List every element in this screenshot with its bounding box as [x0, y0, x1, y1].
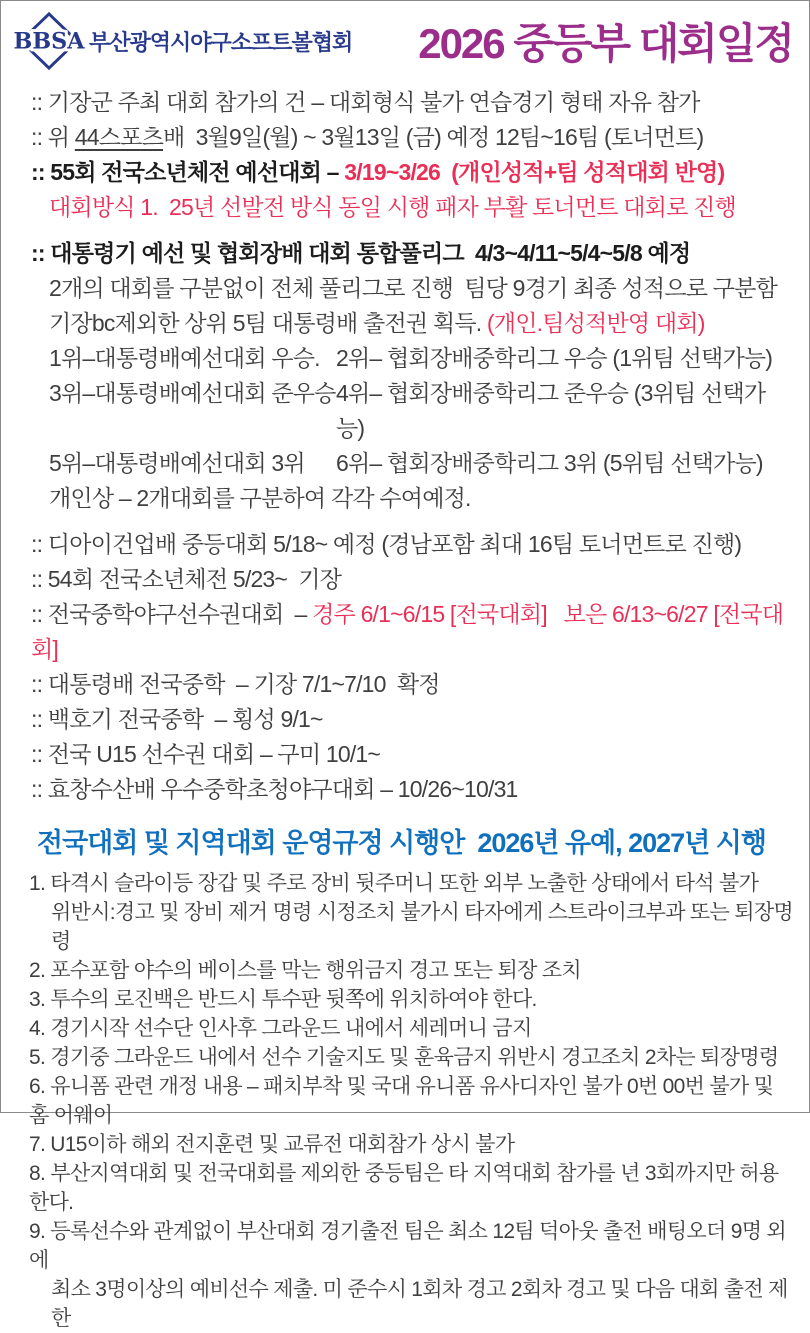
rank-row	[31, 341, 791, 376]
rank-right: 6위– 협회장배중학리그 3위 (5위팀 선택가능)	[336, 450, 763, 476]
rule-text: 8. 부산지역대회 및 전국대회를 제외한 중등팀은 타 지역대회 참가를 년 3회까지만 허용한다.	[29, 1162, 779, 1214]
rule-text: 5. 경기중 그라운드 내에서 선수 기술지도 및 훈육금지 위반시 경고조치 2차는 퇴장명령	[29, 1046, 779, 1069]
rule-item-continuation	[29, 898, 793, 956]
item-text: :: 효창수산배 우수중학초청야구대회 – 10/26~10/31	[31, 776, 518, 802]
org-name: 부산광역시야구소프트볼협회	[89, 29, 353, 55]
schedule-item	[31, 527, 791, 562]
schedule-item	[31, 702, 791, 737]
rule-text: 위반시:경고 및 장비 제거 명령 시정조치 불가시 타자에게 스트라이크부과 또는 퇴장명령	[51, 901, 793, 953]
item-text-underlined: 44스포츠	[74, 124, 164, 150]
rule-item	[29, 869, 793, 898]
regulations-section	[1, 821, 809, 1333]
item-text: :: 54회 전국소년체전 5/23~ 기장	[31, 566, 342, 592]
rule-item	[29, 1014, 793, 1043]
rank-left: 3위–대통령배예선대회 준우승	[49, 380, 336, 406]
item-text-bold: :: 대통령기 예선 및 협회장배 대회 통합풀리그 4/3~4/11~5/4~5/8 예정	[31, 240, 691, 266]
bbsa-logo	[13, 11, 85, 71]
rule-text: 최소 3명이상의 예비선수 제출. 미 준수시 1회차 경고 2회차 경고 및 다음 대회 출전 제한	[51, 1278, 788, 1330]
schedule-item	[31, 120, 791, 155]
page-title: 2026 중등부 대회일정	[418, 20, 793, 67]
rank-left: 1위–대통령배예선대회 우승.	[49, 345, 320, 371]
rule-item	[29, 985, 793, 1014]
logo-text: BBSA	[13, 28, 85, 55]
schedule-subitem	[31, 190, 791, 225]
header	[1, 1, 809, 75]
item-text: :: 백호기 전국중학 – 횡성 9/1~	[31, 706, 323, 732]
item-text: :: 디아이건업배 중등대회 5/18~ 예정 (경남포함 최대 16팀 토너먼트로 진행)	[31, 531, 742, 557]
rank-left: 5위–대통령배예선대회 3위	[49, 450, 305, 476]
schedule-item	[31, 737, 791, 772]
schedule-item	[31, 597, 791, 667]
schedule-subitem	[31, 481, 791, 516]
item-text: :: 기장군 주최 대회 참가의 건 – 대회형식 불가 연습경기 형태 자유 참가	[31, 89, 700, 115]
item-text: :: 위	[31, 124, 75, 150]
rule-item-continuation	[29, 1275, 793, 1333]
item-text: 배 3월9일(월) ~ 3월13일 (금) 예정 12팀~16팀 (토너먼트)	[163, 124, 704, 150]
item-text: :: 전국 U15 선수권 대회 – 구미 10/1~	[31, 741, 381, 767]
rule-item	[29, 1159, 793, 1217]
schedule-item	[31, 772, 791, 807]
rank-right: 4위– 협회장배중학리그 준우승 (3위팀 선택가능)	[336, 380, 766, 441]
rule-text: 9. 등록선수와 관계없이 부산대회 경기출전 팀은 최소 12팀 덕아웃 출전 배팅오더 9명 외에	[29, 1220, 787, 1272]
schedule-item	[31, 236, 791, 271]
schedule-subitem	[31, 271, 791, 306]
rule-text: 4. 경기시작 선수단 인사후 그라운드 내에서 세레머니 금지	[29, 1017, 532, 1040]
rule-item	[29, 956, 793, 985]
item-text-bold: :: 55회 전국소년체전 예선대회 –	[31, 159, 345, 185]
item-text-red: 대회방식 1. 25년 선발전 방식 동일 시행 패자 부활 토너먼트 대회로 진행	[49, 194, 736, 220]
rule-text: 1. 타격시 슬라이등 장갑 및 주로 장비 뒷주머니 또한 외부 노출한 상태에서 타석 불가	[29, 872, 759, 895]
schedule-item	[31, 667, 791, 702]
rule-item	[29, 1130, 793, 1159]
item-text-red: 경주 6/1~6/15 [전국대회] 보은 6/13~6/27 [전국대회]	[31, 601, 784, 662]
rank-row	[31, 446, 791, 481]
schedule-item	[31, 85, 791, 120]
rule-text: 3. 투수의 로진백은 반드시 투수판 뒷쪽에 위치하여야 한다.	[29, 988, 537, 1011]
item-text: :: 전국중학야구선수권대회 –	[31, 601, 313, 627]
schedule-list	[1, 75, 809, 807]
schedule-item	[31, 562, 791, 597]
schedule-item	[31, 155, 791, 190]
rule-text: 2. 포수포함 야수의 베이스를 막는 행위금지 경고 또는 퇴장 조치	[29, 959, 581, 982]
item-text: 2개의 대회를 구분없이 전체 풀리그로 진행 팀당 9경기 최종 성적으로 구분함	[49, 275, 778, 301]
rule-item	[29, 1043, 793, 1072]
rule-item	[29, 1217, 793, 1275]
item-text: :: 대통령배 전국중학 – 기장 7/1~7/10 확정	[31, 671, 440, 697]
item-text: 기장bc제외한 상위 5팀 대통령배 출전권 획득.	[49, 310, 487, 336]
item-text-red-bold: 3/19~3/26 (개인성적+팀 성적대회 반영)	[344, 159, 725, 185]
rank-right: 2위– 협회장배중학리그 우승 (1위팀 선택가능)	[336, 345, 773, 371]
schedule-subitem	[31, 306, 791, 341]
rule-text: 6. 유니폼 관련 개정 내용 – 패치부착 및 국대 유니폼 유사디자인 불가 0번 00번 불가 및 홈 어웨이	[29, 1075, 779, 1127]
regulations-heading: 전국대회 및 지역대회 운영규정 시행안 2026년 유예, 2027년 시행	[37, 828, 766, 858]
rank-row	[31, 376, 791, 446]
item-text-red: (개인.팀성적반영 대회)	[486, 310, 705, 336]
rule-text: 7. U15이하 해외 전지훈련 및 교류전 대회참가 상시 불가	[29, 1133, 515, 1156]
rule-item	[29, 1072, 793, 1130]
item-text: 개인상 – 2개대회를 구분하여 각각 수여예정.	[49, 485, 471, 511]
